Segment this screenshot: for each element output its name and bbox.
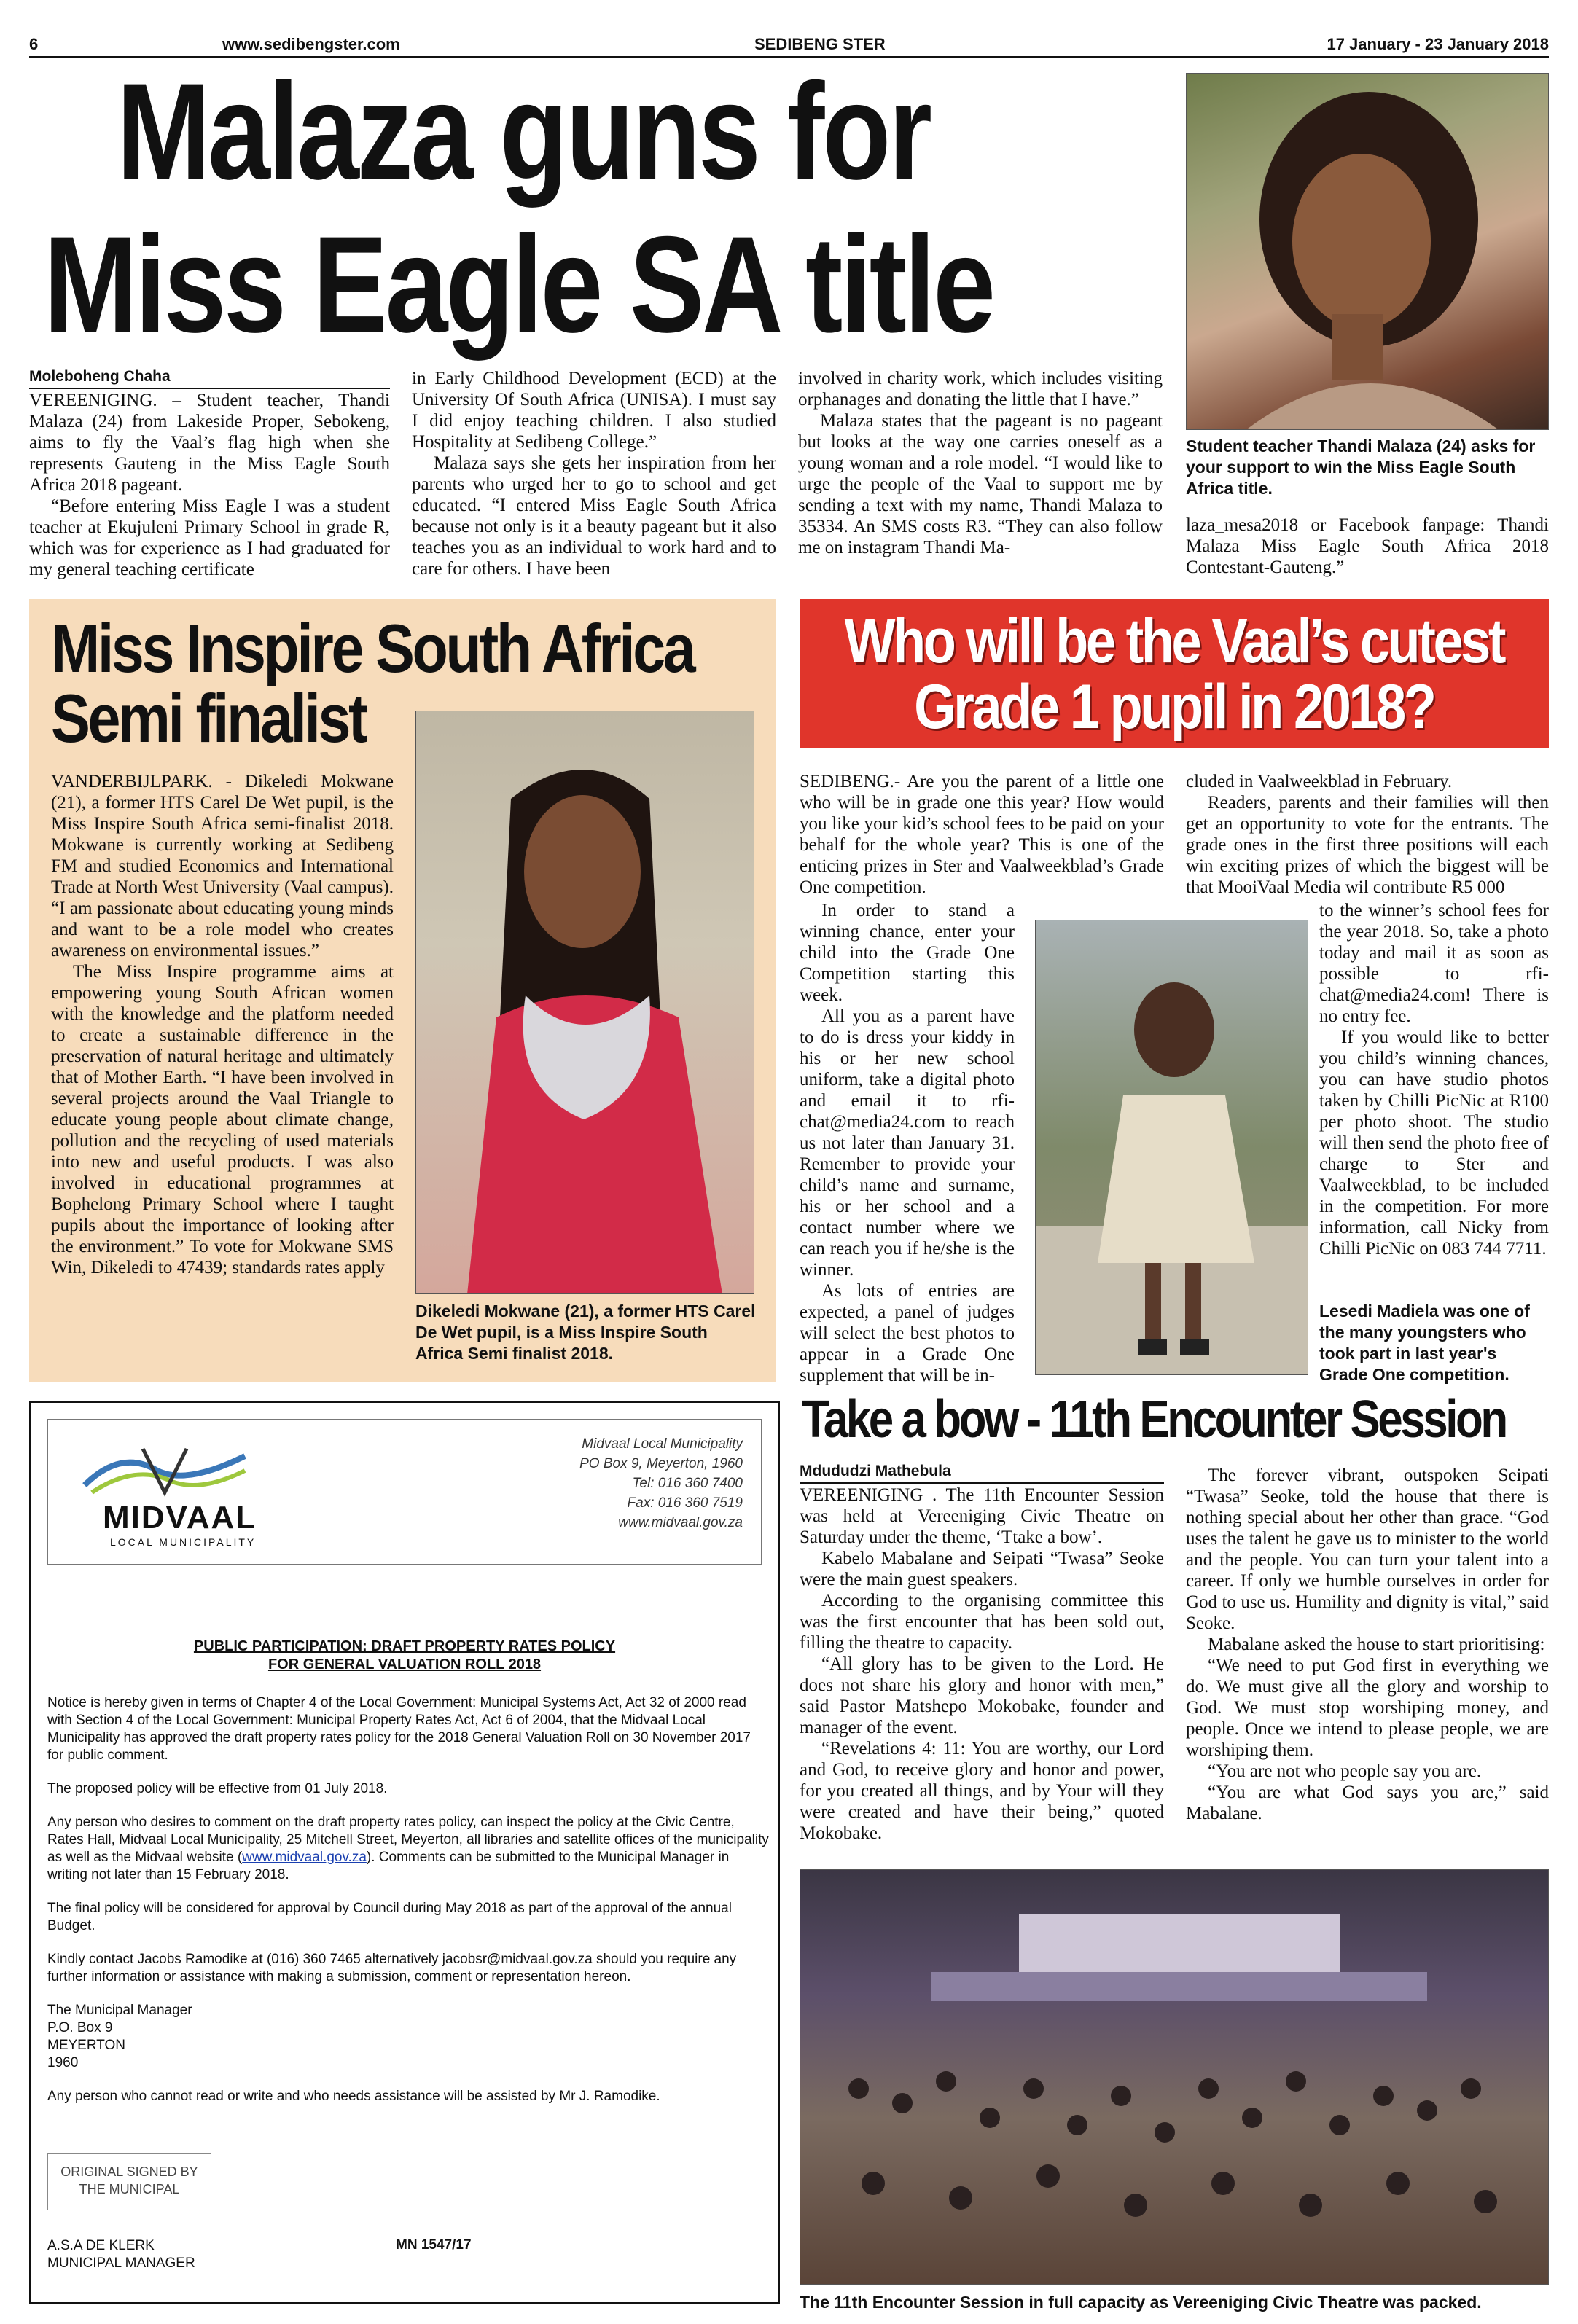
notice-text: ). Comments can be submitted to the Municipal Manager in writing not later than 15 February 2018. [47,1850,730,1882]
midvaal-notice [29,1401,780,2304]
byline-malaza: Moleboheng Chaha [29,368,390,389]
encounter-paragraph: Kabelo Mabalane and Seipati “Twasa” Seoke were the main guest speakers. [800,1549,1164,1589]
address-line: PO Box 9, Meyerton, 1960 [579,1456,743,1471]
portrait-illustration [1187,74,1549,430]
malaza-paragraph: Malaza states that the pageant is no pageant but looks at the way one carries oneself as a young woman and a role model. “I would like to urge the people of the Vaal to support me by sending a text with my name, Thandi Malaza to 35334. An SMS costs R3. “They can also follow me on instagram Thandi Ma- [798,411,1163,557]
issue-date: 17 January - 23 January 2018 [1327,35,1549,53]
notice-title-line: PUBLIC PARTICIPATION: DRAFT PROPERTY RATES POLICY [193,1638,616,1654]
grade1-paragraph: As lots of entries are expected, a panel of judges will select the best photos to appear in a Grade One supplement that will be in- [800,1281,1015,1385]
signatory [47,2237,195,2272]
grade1-column-2-top [1186,771,1549,898]
malaza-paragraph: in Early Childhood Development (ECD) at the University Of South Africa (UNISA). I must say I did enjoy teaching children. I also studied Hospitality at Sedibeng College.” [412,369,776,452]
encounter-column-1 [800,1484,1164,1844]
child-illustration [1036,920,1308,1375]
notice-paragraph: Kindly contact Jacobs Ramodike at (016) 360 7465 alternatively jacobsr@midvaal.gov.za should you require any further information or assistance with making a submission, comment or representation hereon. [47,1952,737,1984]
grade1-paragraph: cluded in Vaalweekblad in February. [1186,772,1453,791]
headline-malaza-line1: Malaza guns for [117,55,930,208]
caption-grade1: Lesedi Madiela was one of the many youngsters who took part in last year's Grade One competition. [1319,1302,1530,1384]
malaza-column-2 [412,368,776,579]
byline-encounter: Mdududzi Mathebula [800,1463,1164,1484]
caption-malaza: Student teacher Thandi Malaza (24) asks for your support to win the Miss Eagle South Africa title. [1186,437,1536,498]
manager-address-line: P.O. Box 9 [47,2020,113,2035]
midvaal-letterhead [47,1419,762,1565]
malaza-paragraph: “Before entering Miss Eagle I was a student teacher at Ekujuleni Primary School in grade R, which was for experience as I had graduated for my general teaching certificate [29,496,390,579]
grade1-paragraph: Readers, parents and their families will then get an opportunity to vote for the entrants. The grade ones in the first three positions will each win exciting prizes of which the biggest will be that MooiVaal Media wil contribute R5 000 [1186,793,1549,897]
encounter-paragraph: Mabalane asked the house to start prioritising: [1208,1635,1545,1654]
notice-paragraph: Any person who cannot read or write and who needs assistance will be assisted by Mr J. Ramodike. [47,2089,660,2104]
stamp-line: ORIGINAL SIGNED BY [60,2164,198,2179]
grade1-paragraph: SEDIBENG.- Are you the parent of a little one who will be in grade one this year? How would you like your kid’s school fees to be paid on your behalf for the whole year? This is one of the enticing prizes in Ster and Vaalweekblad’s Grade One competition. [800,772,1164,897]
midvaal-logo-word: MIDVAAL [103,1500,257,1535]
malaza-paragraph: involved in charity work, which includes visiting orphanages and donating the little that I have.” [798,369,1163,410]
stamp-line: THE MUNICIPAL [79,2182,180,2196]
midvaal-website-link[interactable]: www.midvaal.gov.za [242,1850,367,1865]
address-line: Tel: 016 360 7400 [632,1476,743,1491]
malaza-column-3 [798,368,1163,558]
miss-inspire-paragraph: The Miss Inspire programme aims at empowering young South African women with the knowledge and the platform needed to create a sustainable difference in the preservation of natural heritage and ultimately that of Mother Earth. “I have been involved in several projects around the Vaal Triangle to educate young people about climate change, pollution and the recycling of used materials into new and useful products. I was also involved in educational programmes at Bophelong Primary School where I taught pupils about the importance of looking after the environment.” To vote for Mokwane SMS Win, Dikeledi to 47439; standards rates apply [51,962,394,1278]
headline-miss-inspire-line2: Semi finalist [51,680,366,756]
midvaal-logo-icon [77,1441,252,1500]
grade1-paragraph: to the winner’s school fees for the year 2018. So, take a photo today and mail it as soon as possible to rfi-chat@media24.com! There is no entry fee. [1319,901,1549,1026]
photo-dikeledi-mokwane [415,711,754,1294]
notice-paragraph: The proposed policy will be effective from 01 July 2018. [47,1781,388,1796]
encounter-paragraph: “You are what God says you are,” said Mabalane. [1186,1783,1549,1823]
miss-inspire-paragraph: VANDERBIJLPARK. - Dikeledi Mokwane (21), a former HTS Carel De Wet pupil, is the Miss Inspire South Africa semi-finalist 2018. Mokwane is currently working at Sedibeng FM and studied Economics and International Trade at North West University (Vaal campus). “I am passionate about educating young minds and want to be a role model who creates awareness on environmental issues.” [51,772,394,960]
notice-paragraph [47,1814,769,1884]
website-line: www.midvaal.gov.za [618,1515,743,1530]
encounter-paragraph: “Revelations 4: 11: You are worthy, our Lord and God, to receive glory and honor and power, for you created all things, and by Your will they were created and have their being,” quoted Mokobake. [800,1739,1164,1843]
malaza-column-1 [29,390,390,580]
photo-lesedi-madiela [1035,920,1308,1375]
headline-malaza-line2: Miss Eagle SA title [44,208,993,361]
notice-number: MN 1547/17 [396,2237,472,2253]
encounter-paragraph: VEREENIGING . The 11th Encounter Session was held at Vereeniging Civic Theatre on Saturday under the theme, ‘Ttake a bow’. [800,1485,1164,1547]
address-line: Fax: 016 360 7519 [627,1495,743,1511]
page-header [29,29,1549,58]
encounter-paragraph: According to the organising committee this was the first encounter that has been sold out, filling the theatre to capacity. [800,1591,1164,1653]
manager-address-line: MEYERTON [47,2038,125,2053]
grade1-paragraph: All you as a parent have to do is dress your kiddy in his or her new school uniform, take a digital photo and email it to rfi-chat@media24.com to reach us not later than January 31. Remember to provide your child’s name and surname, his or her school and a contact number where we can reach you if he/she is the winner. [800,1006,1015,1280]
malaza-paragraph: VEREENIGING. – Student teacher, Thandi Malaza (24) from Lakeside Proper, Sebokeng, aims to fly the Vaal’s flag high when she represents Gauteng in the Miss Eagle South Africa 2018 pageant. [29,391,390,495]
manager-address-line: 1960 [47,2055,79,2070]
notice-paragraph: Notice is hereby given in terms of Chapter 4 of the Local Government: Municipal Systems Act, Act 32 of 2000 read with Section 4 of the Local Government: Municipal Property Rates Act, Act 6 of 2004, that the Midvaal Local Municipality has approved the draft property rates policy for the 2018 General Valuation Roll on 30 November 2017 for public comment. [47,1695,751,1763]
grade1-column-1-narrow [800,900,1015,1386]
signatory-name: A.S.A DE KLERK [47,2238,155,2253]
address-line: Midvaal Local Municipality [582,1436,743,1452]
notice-text: Any person who desires to comment on the draft property rates policy, can inspect the policy at the Civic Centre, Rates Hall, Midvaal Local Municipality, 25 Mitchell Street, Meyerton, all libraries and satellite offices of the municipality as well as the Midvaal website ( [47,1815,769,1865]
caption-miss-inspire: Dikeledi Mokwane (21), a former HTS Carel De Wet pupil, is a Miss Inspire South Africa Semi finalist 2018. [415,1302,756,1363]
grade1-paragraph: If you would like to better you child’s winning chances, you can have studio photos taken by Chilli PicNic at R100 per photo shoot. The studio will then send the photo free of charge to Ster and Vaalweekblad, to be included in the competition. For more information, call Nicky from Chilli PicNic on 083 744 7711. [1319,1028,1549,1259]
grade1-banner-line2: Grade 1 pupil in 2018? [914,671,1434,742]
notice-title-line: FOR GENERAL VALUATION ROLL 2018 [267,1656,542,1672]
original-signed-stamp [47,2153,211,2210]
manager-address-line: The Municipal Manager [47,2003,192,2018]
midvaal-address-block [579,1434,743,1533]
encounter-column-2 [1186,1465,1549,1824]
notice-body [47,1694,769,2121]
notice-title [31,1638,778,1674]
photo-thandi-malaza [1186,73,1549,430]
encounter-paragraph: “All glory has to be given to the Lord. He does not share his glory and honor with men,” said Pastor Matshepo Mokobake, founder and manager of the event. [800,1654,1164,1737]
page-number: 6 [29,35,39,53]
portrait-illustration [416,711,754,1294]
malaza-column-4 [1186,515,1549,578]
caption-encounter: The 11th Encounter Session in full capacity as Vereeniging Civic Theatre was packed. [800,2293,1482,2312]
audience-illustration [800,1870,1549,2285]
manager-address [47,2002,769,2072]
midvaal-logo-sub: LOCAL MUNICIPALITY [110,1536,257,1548]
grade1-column-2-narrow [1319,900,1549,1259]
encounter-paragraph: “We need to put God first in everything we do. We must give all the glory and worship to God. We must stop worshiping money, and people. Once we intend to please people, we are worshiping them. [1186,1656,1549,1760]
grade1-column-1-top [800,771,1164,898]
malaza-paragraph: Malaza says she gets her inspiration from her parents who urged her to go to school and get educated. “I entered Miss Eagle South Africa because not only is it a beauty pageant but it also teaches you as an individual to work hard and to care for others. I have been [412,453,776,579]
notice-paragraph: The final policy will be considered for approval by Council during May 2018 as part of the approval of the annual Budget. [47,1901,732,1933]
website: www.sedibengster.com [222,35,400,53]
miss-inspire-column [51,771,394,1278]
headline-miss-inspire-line1: Miss Inspire South Africa [51,610,694,686]
malaza-paragraph: laza_mesa2018 or Facebook fanpage: Thandi Malaza Miss Eagle South Africa 2018 Contestant-Gauteng.” [1186,515,1549,577]
encounter-paragraph: “You are not who people say you are. [1208,1761,1482,1781]
signatory-title: MUNICIPAL MANAGER [47,2255,195,2271]
grade1-banner-line1: Who will be the Vaal’s cutest [844,606,1504,676]
paper-name: SEDIBENG STER [754,35,886,53]
grade1-paragraph: In order to stand a winning chance, enter your child into the Grade One Competition starting this week. [800,901,1015,1005]
photo-encounter-audience [800,1869,1549,2285]
grade1-banner [800,599,1549,748]
headline-encounter: Take a bow - 11th Encounter Session [802,1390,1506,1449]
encounter-paragraph: The forever vibrant, outspoken Seipati “Twasa” Seoke, told the house that there is nothing special about her other than grace. “God uses the talent he gave us to minister to the world and the people. You can turn your talent into a career. If only we humble ourselves in order for God to use us. Humility and dignity is vital,” said Seoke. [1186,1466,1549,1633]
